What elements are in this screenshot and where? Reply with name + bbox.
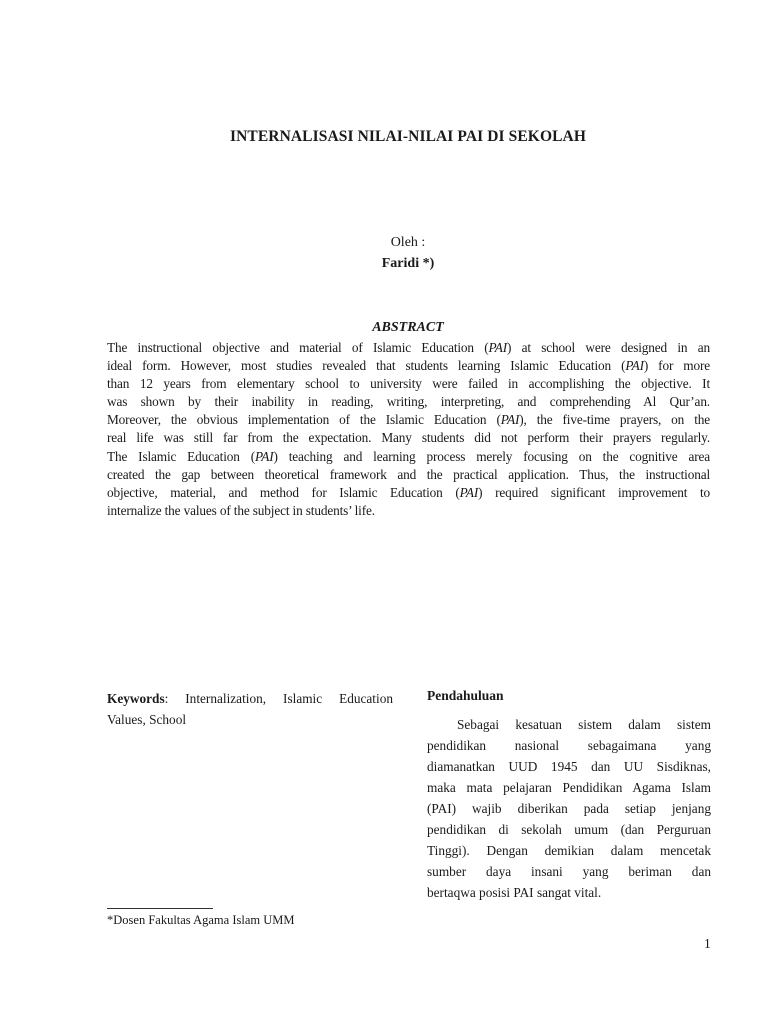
section-heading: Pendahuluan [427, 688, 504, 703]
abstract-heading: ABSTRACT [372, 320, 444, 335]
footnote-divider [107, 908, 213, 909]
intro-line: (PAI) wajib diberikan pada setiap jenjang [427, 801, 711, 816]
abstract-line: Moreover, the obvious implementation of the Islamic Education (PAI), the five-time prayers, on the [107, 412, 710, 428]
abstract-line: than 12 years from elementary school to university were failed in accomplishing the objective. It [107, 376, 710, 392]
abstract-line: The Islamic Education (PAI) teaching and learning process merely focusing on the cognitive area [107, 448, 710, 464]
intro-line: Tinggi). Dengan demikian dalam mencetak [427, 843, 711, 858]
intro-line: Sebagai kesatuan sistem dalam sistem [457, 717, 711, 732]
keywords-label: Keywords [107, 691, 165, 706]
abstract-line: ideal form. However, most studies revealed that students learning Islamic Education (PAI) for more [107, 358, 711, 374]
intro-line: bertaqwa posisi PAI sangat vital. [427, 885, 602, 900]
intro-line: pendidikan di sekolah umum (dan Perguruan [427, 822, 711, 837]
abstract-line: objective, material, and method for Islamic Education (PAI) required significant improvement to [107, 484, 710, 500]
introduction-paragraph [427, 714, 711, 903]
author-name: Faridi *) [381, 256, 435, 271]
abstract-line: The instructional objective and material of Islamic Education (PAI) at school were designed in an [107, 340, 710, 355]
intro-line: pendidikan nasional sebagaimana yang [427, 738, 711, 753]
page-number: 1 [704, 936, 711, 951]
footnote: *Dosen Fakultas Agama Islam UMM [107, 913, 295, 927]
abstract-body [107, 339, 710, 520]
abstract-line: was shown by their inability in reading, writing, interpreting, and comprehending Al Qur’an. [107, 394, 710, 410]
intro-line: maka mata pelajaran Pendidikan Agama Islam [427, 780, 711, 795]
keywords-text: : Internalization, Islamic Education [164, 691, 393, 706]
abstract-line: created the gap between theoretical framework and the practical application. Thus, the instructional [107, 466, 710, 482]
keywords-block [107, 688, 393, 730]
abstract-line: internalize the values of the subject in students’ life. [107, 502, 375, 518]
keywords-line [107, 688, 393, 709]
abstract-line: real life was still far from the expectation. Many students did not perform their prayers regularly. [107, 430, 710, 446]
paper-title: INTERNALISASI NILAI-NILAI PAI DI SEKOLAH [230, 128, 586, 145]
intro-line: diamanatkan UUD 1945 dan UU Sisdiknas, [427, 759, 711, 774]
byline-label: Oleh : [390, 235, 426, 250]
intro-line: sumber daya insani yang beriman dan [427, 864, 711, 879]
keywords-line: Values, School [107, 712, 187, 727]
